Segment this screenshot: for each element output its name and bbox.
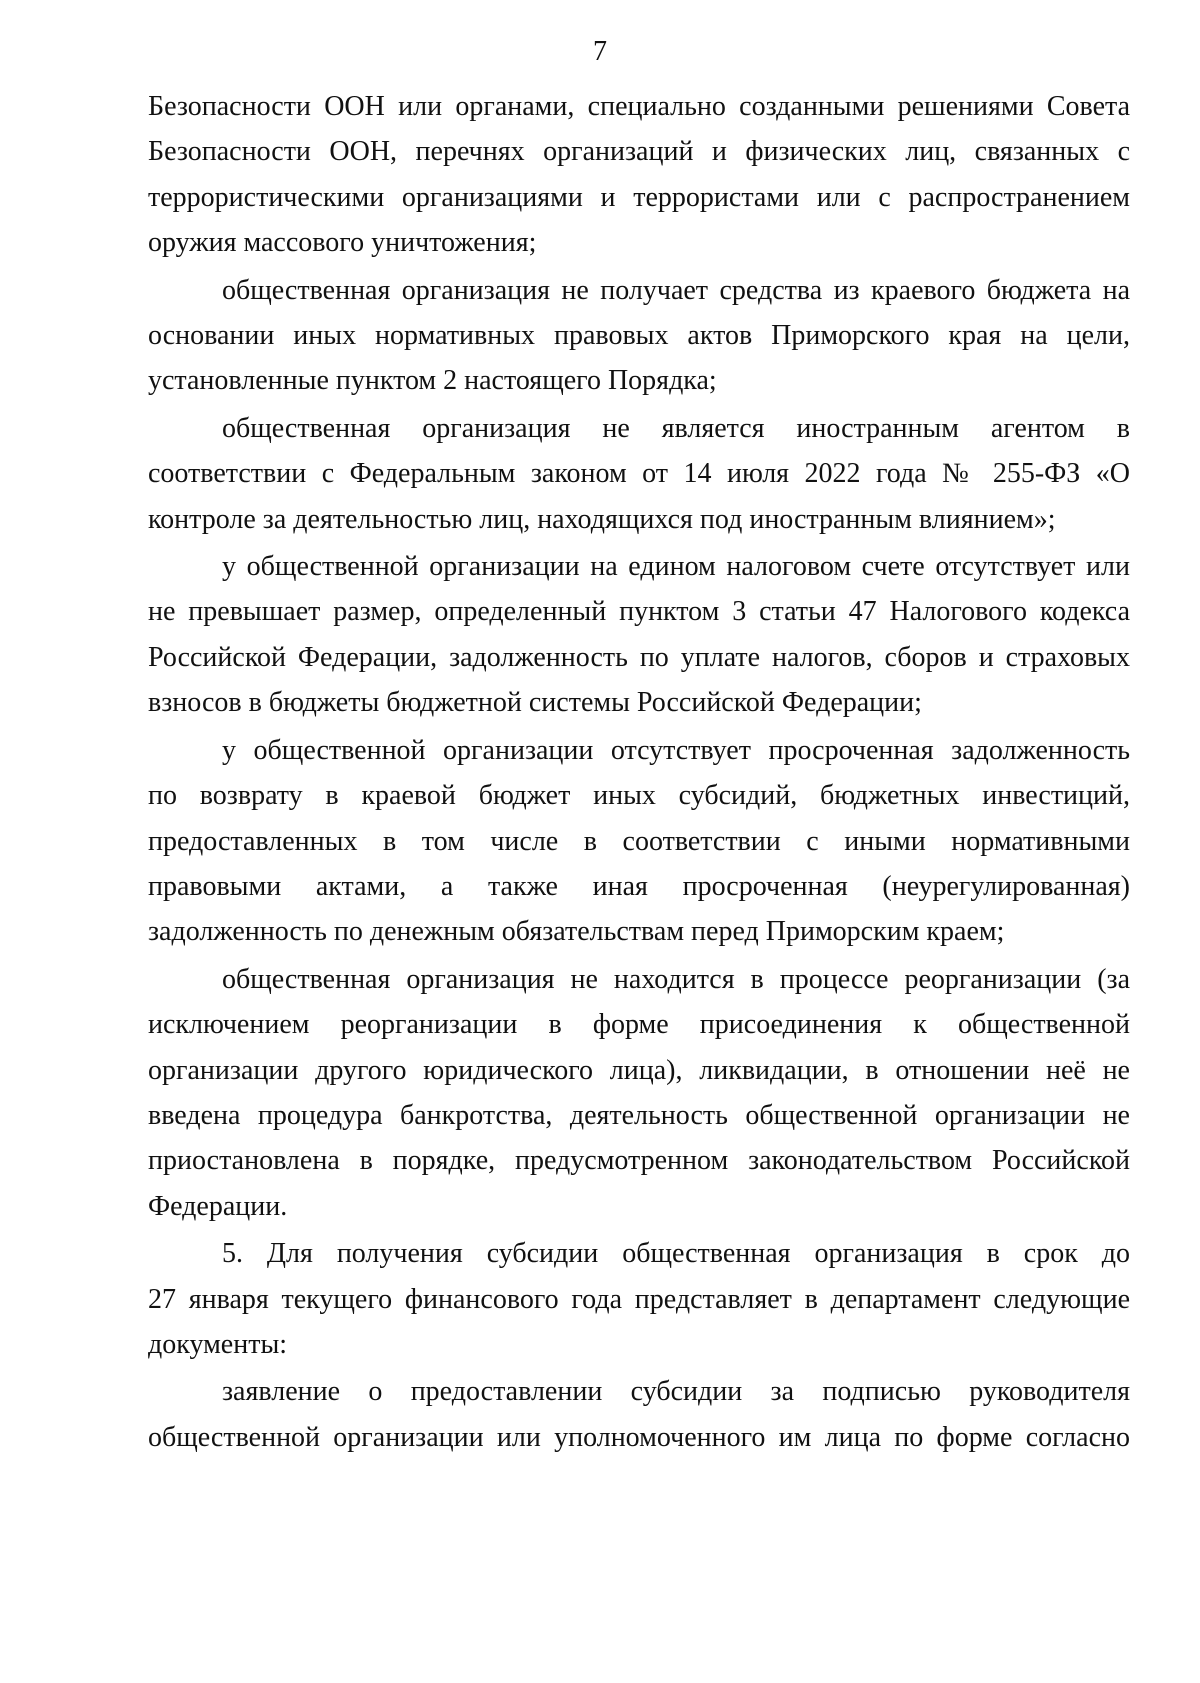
paragraph bbox=[148, 957, 1130, 1229]
text-line: террористическими организациями и террористами или с распространением bbox=[148, 181, 1130, 213]
paragraph bbox=[148, 1231, 1130, 1367]
text-line: приостановлена в порядке, предусмотренном законодательством Российской bbox=[148, 1145, 1130, 1177]
text-line: общественная организация не получает средства из краевого бюджета на bbox=[222, 274, 1130, 306]
text-line: не превышает размер, определенный пунктом 3 статьи 47 Налогового кодекса bbox=[148, 596, 1130, 628]
text-line: предоставленных в том числе в соответствии с иными нормативными bbox=[148, 825, 1130, 857]
text-line: по возврату в краевой бюджет иных субсидий, бюджетных инвестиций, bbox=[148, 780, 1130, 812]
text-line: установленные пунктом 2 настоящего Порядка; bbox=[148, 365, 717, 397]
text-line: Федерации. bbox=[148, 1190, 288, 1222]
text-line: 5. Для получения субсидии общественная организация в срок до bbox=[222, 1238, 1130, 1270]
text-line: у общественной организации отсутствует просроченная задолженность bbox=[222, 734, 1130, 766]
text-line: организации другого юридического лица), ликвидации, в отношении неё не bbox=[148, 1054, 1130, 1086]
text-line: заявление о предоставлении субсидии за подписью руководителя bbox=[222, 1376, 1130, 1408]
paragraph bbox=[148, 728, 1130, 955]
text-line: документы: bbox=[148, 1328, 288, 1360]
text-line: соответствии с Федеральным законом от 14 июля 2022 года № 255-ФЗ «О bbox=[148, 458, 1130, 490]
text-line: Безопасности ООН, перечнях организаций и физических лиц, связанных с bbox=[148, 136, 1130, 168]
text-line: 27 января текущего финансового года представляет в департамент следующие bbox=[148, 1283, 1130, 1315]
paragraph bbox=[148, 268, 1130, 404]
text-line: правовыми актами, а также иная просроченная (неурегулированная) bbox=[148, 870, 1130, 902]
paragraph bbox=[148, 1369, 1130, 1460]
text-line: основании иных нормативных правовых актов Приморского края на цели, bbox=[148, 320, 1130, 352]
paragraph bbox=[148, 406, 1130, 542]
text-line: задолженность по денежным обязательствам перед Приморским краем; bbox=[148, 916, 1005, 948]
paragraph bbox=[148, 544, 1130, 726]
text-line: общественная организация не находится в процессе реорганизации (за bbox=[222, 963, 1130, 995]
page-number: 7 bbox=[593, 36, 607, 67]
text-line: у общественной организации на едином налоговом счете отсутствует или bbox=[222, 551, 1130, 583]
text-line: Российской Федерации, задолженность по уплате налогов, сборов и страховых bbox=[148, 641, 1130, 673]
text-line: Безопасности ООН или органами, специально созданными решениями Совета bbox=[148, 91, 1130, 122]
text-line: оружия массового уничтожения; bbox=[148, 227, 537, 259]
document-body bbox=[148, 84, 1130, 1462]
paragraph bbox=[148, 84, 1130, 266]
text-line: исключением реорганизации в форме присоединения к общественной bbox=[148, 1009, 1130, 1041]
text-line: введена процедура банкротства, деятельность общественной организации не bbox=[148, 1099, 1130, 1131]
text-line: общественной организации или уполномоченного им лица по форме согласно bbox=[148, 1421, 1130, 1453]
text-line: общественная организация не является иностранным агентом в bbox=[222, 412, 1130, 444]
text-line: контроле за деятельностью лиц, находящихся под иностранным влиянием»; bbox=[148, 503, 1056, 535]
text-line: взносов в бюджеты бюджетной системы Российской Федерации; bbox=[148, 687, 922, 719]
